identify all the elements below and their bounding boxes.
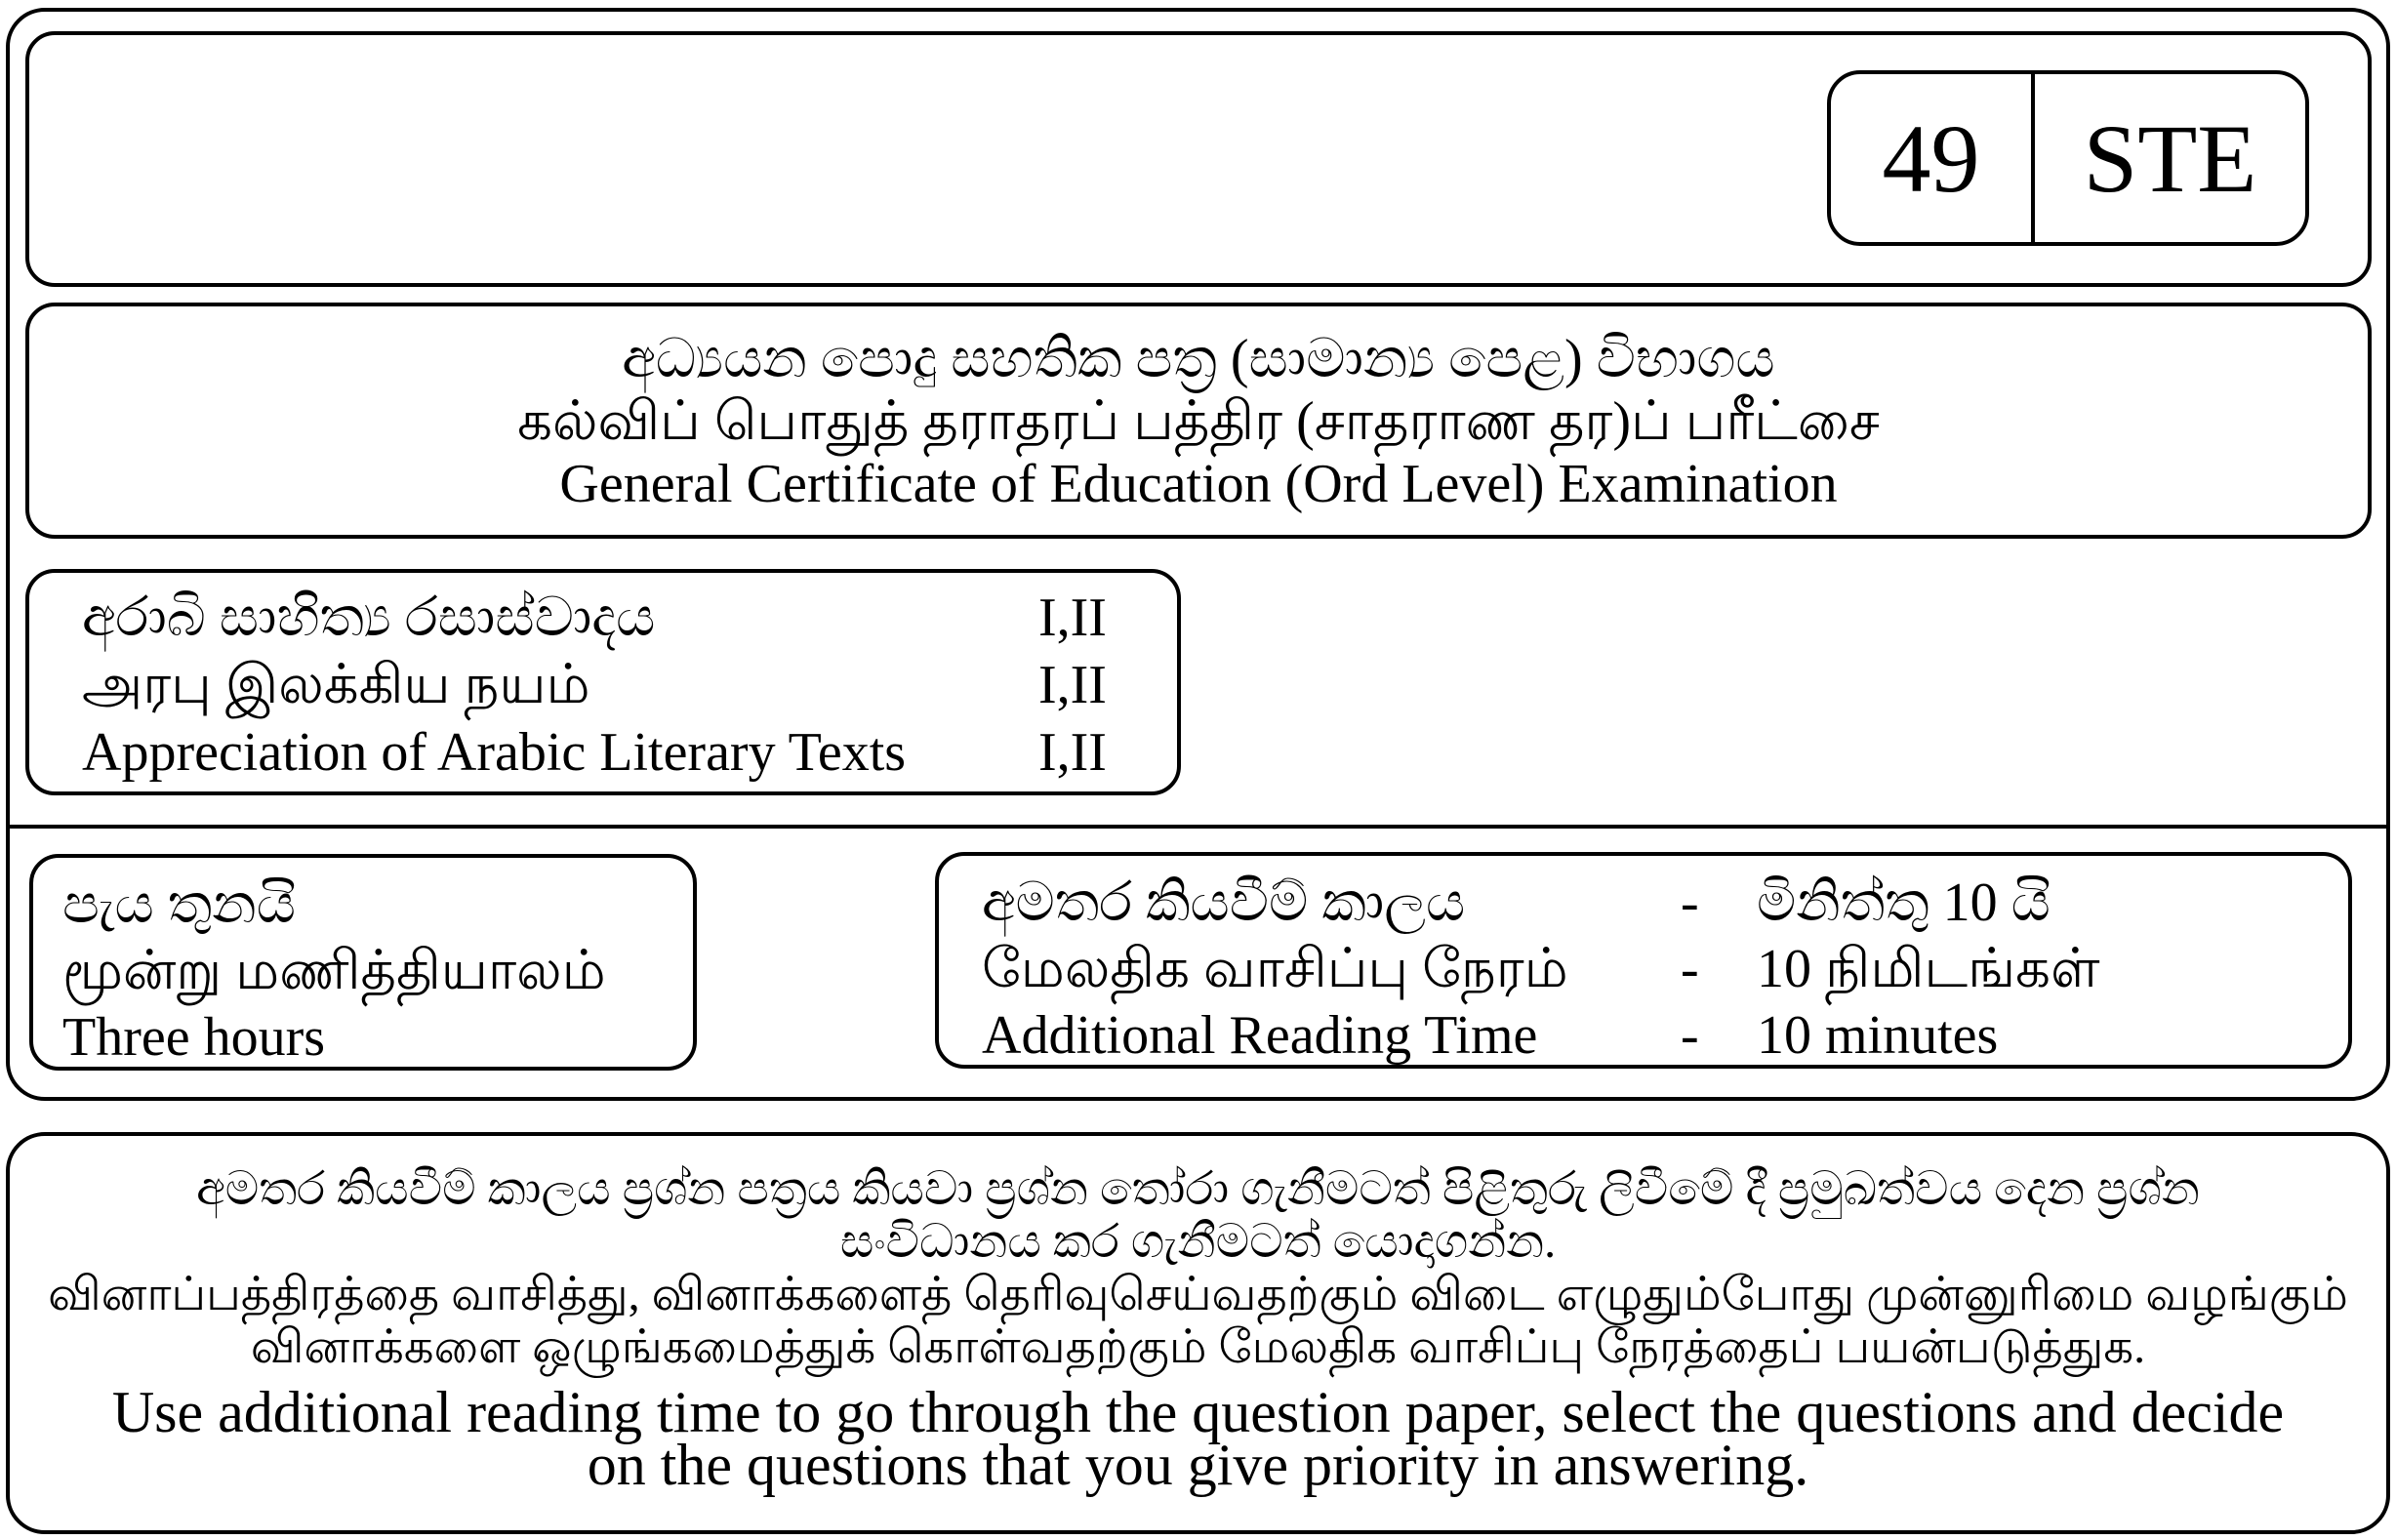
- subject-name: අරාබි සාහිත්‍ය රසාස්වාදය: [82, 588, 656, 648]
- exam-title-sinhala: අධ්‍යයන පොදු සහතික පත්‍ර (සාමාන්‍ය පෙළ) විභාගය: [622, 329, 1775, 389]
- reading-row-tamil: [982, 936, 2348, 1002]
- duration-sinhala: පැය තුනයි: [62, 874, 297, 935]
- instruction-tamil-line1: வினாப்பத்திரத்தை வாசித்து, வினாக்களைத் தெரிவுசெய்வதற்கும் விடை எழுதும்போது முன்னுரிமை வழங்கும்: [48, 1269, 2348, 1320]
- subject-row-tamil: [82, 652, 1177, 719]
- reading-dash: -: [1681, 1005, 1699, 1066]
- reading-row-english: [982, 1002, 2348, 1069]
- duration-english: Three hours: [62, 1007, 326, 1068]
- instruction-english-line2: on the questions that you give priority in answering.: [587, 1433, 1809, 1497]
- subject-papers: I,II: [1038, 655, 1107, 715]
- reading-value: 10 minutes: [1757, 1005, 1999, 1066]
- reading-label: අමතර කියවීම් කාලය: [982, 872, 1466, 933]
- exam-title-tamil: கல்விப் பொதுத் தராதரப் பத்திர (சாதராண தர)ப் பரீட்சை: [517, 391, 1880, 452]
- reading-value: 10 நிமிடங்கள்: [1757, 939, 2100, 999]
- paper-code-box: [1827, 70, 2309, 246]
- duration-tamil: மூன்று மணித்தியாலம்: [62, 941, 606, 1001]
- reading-label: மேலதிக வாசிப்பு நேரம்: [982, 939, 1568, 999]
- reading-time-box: [935, 852, 2352, 1069]
- subject-name: Appreciation of Arabic Literary Texts: [82, 722, 907, 783]
- reading-row-sinhala: [982, 870, 2348, 936]
- reading-dash: -: [1681, 872, 1699, 933]
- instruction-english-line1: Use additional reading time to go through the question paper, select the questions and decide: [111, 1380, 2285, 1444]
- section-divider: [6, 825, 2390, 829]
- instruction-sinhala-line1: අමතර කියවීම් කාලය ප්‍රශ්න පත්‍රය කියවා ප්‍රශ්න තෝරා ගැනීමටත් පිළිතුරු ලිවීමේ දී ප්‍රමුඛත්වය දෙන ප්‍රශ්න: [196, 1163, 2200, 1215]
- subject-name: அரபு இலக்கிய நயம்: [82, 655, 590, 715]
- reading-label: Additional Reading Time: [982, 1005, 1538, 1066]
- instructions-box: [6, 1132, 2390, 1534]
- subject-papers: I,II: [1038, 588, 1107, 648]
- duration-box: [29, 854, 697, 1071]
- exam-title-box: [25, 303, 2372, 539]
- paper-number: 49: [1831, 74, 2035, 242]
- exam-title-english: General Certificate of Education (Ord Level) Examination: [559, 454, 1838, 514]
- instruction-tamil-line2: வினாக்களை ஒழுங்கமைத்துக் கொள்வதற்கும் மேலதிக வாசிப்பு நேரத்தைப் பயன்படுத்துக.: [250, 1321, 2146, 1373]
- subject-code: STE: [2083, 103, 2257, 213]
- subject-papers: I,II: [1038, 722, 1107, 783]
- subject-row-english: [82, 719, 1177, 787]
- subject-row-sinhala: [82, 585, 1177, 652]
- instruction-sinhala-line2: සංවිධානය කර ගැනීමටත් යොදාගන්න.: [839, 1216, 1557, 1268]
- reading-value: මිනිත්තු 10 යි: [1757, 872, 2051, 933]
- reading-dash: -: [1681, 939, 1699, 999]
- subject-box: [25, 569, 1181, 795]
